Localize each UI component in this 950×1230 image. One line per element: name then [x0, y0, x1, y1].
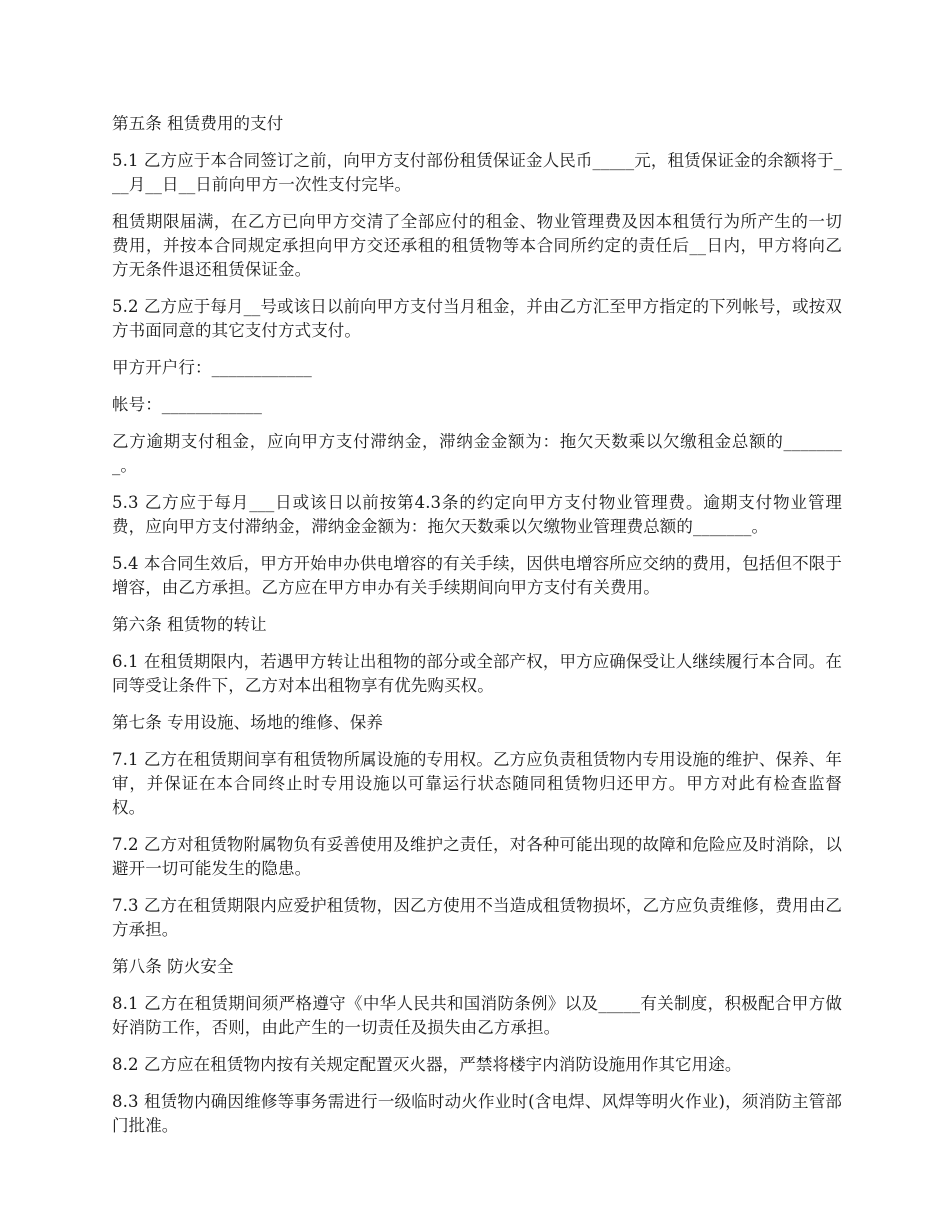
account-number-line: 帐号：____________: [112, 395, 262, 414]
clause-8-3: 8.3 租赁物内确因维修等事务需进行一级临时动火作业时(含电焊、风焊等明火作业)，须消防主管部门批准。: [112, 1092, 842, 1135]
clause-8-2: 8.2 乙方应在租赁物内按有关规定配置灭火器，严禁将楼宇内消防设施用作其它用途。: [112, 1055, 742, 1074]
document-body: [112, 112, 842, 1151]
clause-5-2: 5.2 乙方应于每月__号或该日以前向甲方支付当月租金，并由乙方汇至甲方指定的下列帐号，或按双方书面同意的其它支付方式支付。: [112, 297, 842, 340]
late-rent-penalty: 乙方逾期支付租金，应向甲方支付滞纳金，滞纳金金额为：拖欠天数乘以欠缴租金总额的________。: [112, 432, 842, 475]
section-heading-article-8: 第八条 防火安全: [112, 957, 234, 976]
clause-7-3: 7.3 乙方在租赁期限内应爱护租赁物，因乙方使用不当造成租赁物损坏，乙方应负责维修，费用由乙方承担。: [112, 896, 842, 939]
clause-5-1: 5.1 乙方应于本合同签订之前，向甲方支付部份租赁保证金人民币_____元，租赁保证金的余额将于___月__日__日前向甲方一次性支付完毕。: [112, 151, 842, 194]
section-heading-article-7: 第七条 专用设施、场地的维修、保养: [112, 713, 383, 732]
clause-8-1: 8.1 乙方在租赁期间须严格遵守《中华人民共和国消防条例》以及_____有关制度，积极配合甲方做好消防工作，否则，由此产生的一切责任及损失由乙方承担。: [112, 994, 842, 1037]
clause-5-4: 5.4 本合同生效后，甲方开始申办供电增容的有关手续，因供电增容所应交纳的费用，包括但不限于增容，由乙方承担。乙方应在甲方申办有关手续期间向甲方支付有关费用。: [112, 554, 842, 597]
section-heading-article-5: 第五条 租赁费用的支付: [112, 114, 284, 133]
clause-5-3: 5.3 乙方应于每月___日或该日以前按第4.3条的约定向甲方支付物业管理费。逾期支付物业管理费，应向甲方支付滞纳金，滞纳金金额为：拖欠天数乘以欠缴物业管理费总额的_______。: [112, 493, 842, 536]
clause-7-2: 7.2 乙方对租赁物附属物负有妥善使用及维护之责任，对各种可能出现的故障和危险应及时消除，以避开一切可能发生的隐患。: [112, 835, 842, 878]
clause-5-1-deposit-refund: 租赁期限届满，在乙方已向甲方交清了全部应付的租金、物业管理费及因本租赁行为所产生的一切费用，并按本合同规定承担向甲方交还承租的租赁物等本合同所约定的责任后__日内，甲方将向乙方无条件退还租赁保证金。: [112, 212, 842, 279]
clause-6-1: 6.1 在租赁期限内，若遇甲方转让出租物的部分或全部产权，甲方应确保受让人继续履行本合同。在同等受让条件下，乙方对本出租物享有优先购买权。: [112, 652, 842, 695]
bank-name-line: 甲方开户行：____________: [112, 358, 312, 377]
clause-7-1: 7.1 乙方在租赁期间享有租赁物所属设施的专用权。乙方应负责租赁物内专用设施的维护、保养、年审，并保证在本合同终止时专用设施以可靠运行状态随同租赁物归还甲方。甲方对此有检查监督权。: [112, 750, 842, 817]
section-heading-article-6: 第六条 租赁物的转让: [112, 615, 267, 634]
